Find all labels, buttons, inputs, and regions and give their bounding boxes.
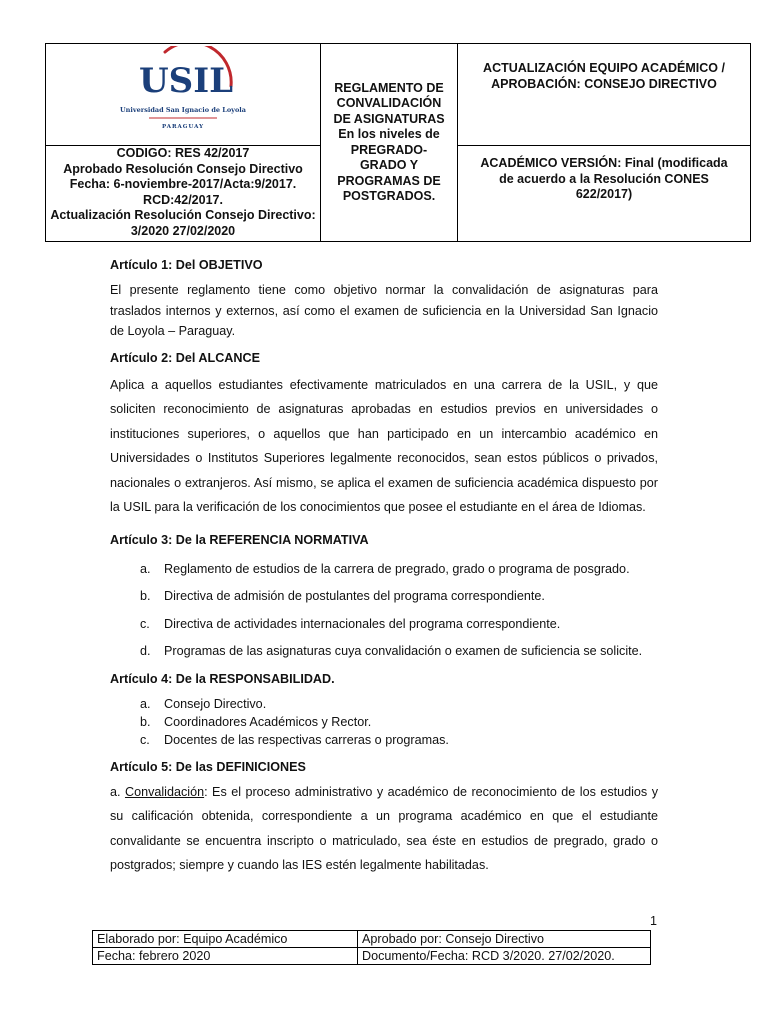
article-2-heading: Artículo 2: Del ALCANCE [110,350,260,365]
codigo-line: 3/2020 27/02/2020 [130,223,236,238]
article-5-heading: Artículo 5: De las DEFINICIONES [110,759,306,774]
list-item [110,611,658,639]
article-4-heading: Artículo 4: De la RESPONSABILIDAD. [110,671,335,686]
list-marker: a. [140,561,151,576]
title-line: DE ASIGNATURAS [333,111,445,126]
title-line: GRADO Y [359,158,419,172]
list-marker: b. [140,589,151,603]
codigo-cell [46,146,321,242]
title-line: POSTGRADOS. [342,189,436,203]
version-line: de acuerdo a la Resolución CONES [499,171,709,186]
list-item [110,695,658,713]
list-item-text: Directiva de actividades internacionales del programa correspondiente. [164,616,561,631]
article-5-text [110,780,658,878]
title-line: CONVALIDACIÓN [336,96,442,110]
version-line: 622/2017) [575,187,633,201]
list-item-text: Consejo Directivo. [164,696,267,711]
codigo-line: Fecha: 6-noviembre-2017/Acta:9/2017. [69,177,297,191]
list-marker: c. [140,732,150,747]
version-cell [458,146,751,242]
logo-country: PARAGUAY [161,124,205,131]
codigo-line: Aprobado Resolución Consejo Directivo [63,161,303,176]
article-1-text: El presente reglamento tiene como objetivo normar la convalidación de asignaturas para traslados internos y externos, así como el examen de suficiencia en la Universidad San Ignacio de Loyola – Paraguay. [110,283,658,338]
list-item [110,713,658,731]
usil-logo-graphic [113,46,253,138]
list-item [110,731,658,749]
title-line: PREGRADO- [350,142,428,157]
title-line: REGLAMENTO DE [334,80,444,95]
list-item-text: Coordinadores Académicos y Rector. [164,714,372,729]
footer-aprobado: Aprobado por: Consejo Directivo [358,931,651,948]
list-item [110,556,658,584]
update-line: ACTUALIZACIÓN EQUIPO ACADÉMICO / [483,61,725,75]
list-item-text: Reglamento de estudios de la carrera de pregrado, grado o programa de posgrado. [164,561,630,576]
document-footer-table [92,930,650,965]
update-approval-cell [458,44,751,146]
article-1-heading: Artículo 1: Del OBJETIVO [110,258,263,272]
article-4-list [110,695,658,749]
logo-university-name: Universidad San Ignacio de Loyola [120,106,246,115]
page-number: 1 [650,914,658,928]
definition-term: Convalidación [124,784,205,799]
list-item [110,583,658,611]
list-marker: c. [140,616,150,631]
version-line: ACADÉMICO VERSIÓN: Final (modificada [480,156,728,170]
list-item-text: Directiva de admisión de postulantes del programa correspondiente. [164,589,545,603]
title-line: PROGRAMAS DE [337,173,441,188]
title-line: En los niveles de [338,127,440,141]
article-3-list [110,556,658,666]
footer-fecha: Fecha: febrero 2020 [93,948,358,965]
logo-wordmark: USIL [139,61,234,102]
document-body [110,256,658,878]
footer-documento: Documento/Fecha: RCD 3/2020. 27/02/2020. [358,948,651,965]
list-marker: b. [140,714,151,729]
codigo-line: RCD:42/2017. [143,192,223,207]
codigo-line: CODIGO: RES 42/2017 [116,146,250,160]
update-line: APROBACIÓN: CONSEJO DIRECTIVO [491,76,717,91]
list-item-text: Docentes de las respectivas carreras o programas. [164,732,449,747]
document-header-table [45,43,750,240]
definition-prefix: a. [110,784,125,799]
codigo-line: Actualización Resolución Consejo Directivo: [50,208,316,222]
footer-elaborado: Elaborado por: Equipo Académico [93,931,358,948]
list-item [110,638,658,666]
logo-cell [46,44,321,146]
list-marker: d. [140,644,151,658]
article-3-heading: Artículo 3: De la REFERENCIA NORMATIVA [110,532,369,547]
article-2-text: Aplica a aquellos estudiantes efectivamente matriculados en una carrera de la USIL, y que soliciten reconocimiento de asignaturas aprobadas en estudios previos en universidades o instituciones superiores, o aquellos que han participado en un intercambio académico en Universidades o Institutos Superiores legalmente reconocidos, sean estos públicos o privados, nacionales o extranjeros. Así mismo, se aplica el examen de suficiencia académica dispuesto por la USIL para la verificación de los conocimientos que posee el estudiante en el área de Idiomas. [110,377,658,514]
usil-logo [113,46,253,143]
document-title-cell [321,44,458,242]
list-marker: a. [140,696,151,711]
list-item-text: Programas de las asignaturas cuya convalidación o examen de suficiencia se solicite. [164,644,643,658]
definition-text: : Es el proceso administrativo y académico de reconocimiento de los estudios y su calificación obtenida, correspondiente a un programa académico en que el estudiante convalidante se encuentra inscripto o matriculado, sea éste en estudios de pregrado, grado o postgrados; siempre y cuando las IES estén legalmente habilitadas. [110,784,658,872]
